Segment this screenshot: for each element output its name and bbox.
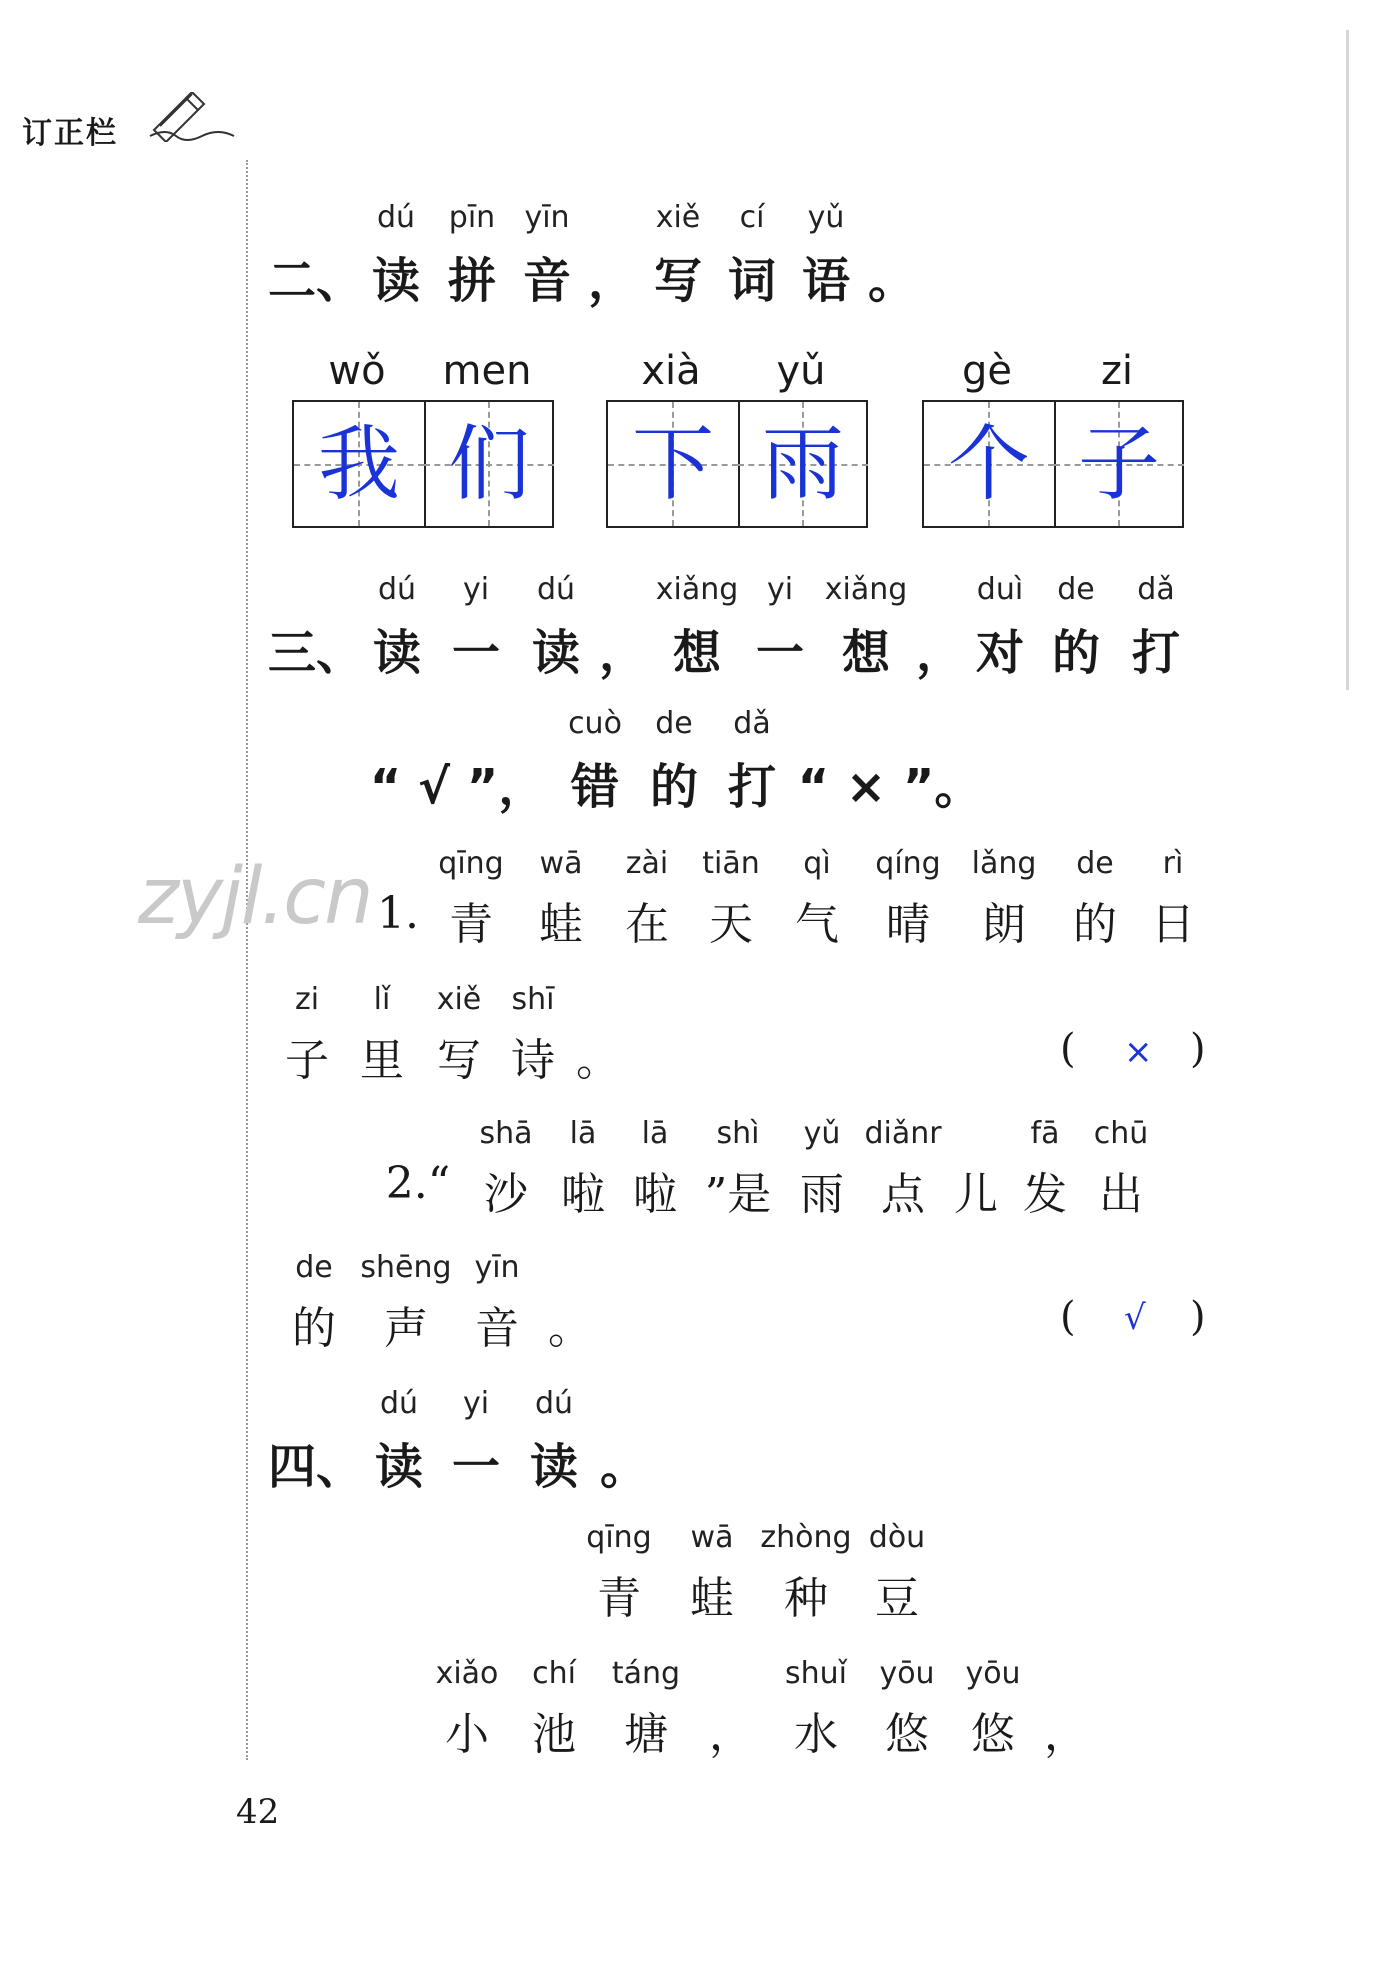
hanzi: 气 — [795, 899, 839, 950]
hanzi: 悠 — [971, 1709, 1015, 1760]
hanzi: 子 — [285, 1035, 329, 1086]
tianzige-box — [292, 400, 554, 528]
question1-line1 — [370, 846, 1230, 956]
pencil-icon — [146, 92, 236, 142]
hanzi: 的 — [292, 1303, 336, 1354]
tianzige-cell[interactable] — [1054, 402, 1184, 526]
hanzi: 儿 — [954, 1169, 998, 1220]
hanzi: 日 — [1151, 899, 1195, 950]
paren-open: ( — [1060, 1026, 1076, 1072]
pinyin: qīng — [586, 1520, 652, 1555]
hanzi: 对 — [975, 625, 1024, 681]
pinyin: yōu — [879, 1656, 935, 1691]
word-pinyin: men — [442, 348, 532, 394]
section3-heading-line1 — [268, 572, 1228, 682]
hanzi: 2.“ — [385, 1158, 451, 1209]
correction-column-label: 订正栏 — [22, 116, 118, 151]
hanzi: 音 — [522, 253, 571, 309]
question2-line1 — [370, 1116, 1230, 1226]
hanzi: 里 — [360, 1035, 404, 1086]
hanzi: 青 — [449, 899, 493, 950]
hanzi: 青 — [597, 1573, 641, 1624]
word-pinyin: gè — [962, 348, 1012, 394]
hanzi: 。 — [599, 1439, 648, 1495]
hanzi: 四、 — [268, 1439, 365, 1495]
pinyin: qì — [803, 846, 831, 881]
hanzi: 出 — [1099, 1169, 1143, 1220]
pinyin: dǎ — [1137, 572, 1175, 607]
pinyin: yīn — [474, 1250, 520, 1285]
word-pinyin: wǒ — [328, 348, 386, 394]
hanzi: 池 — [532, 1709, 576, 1760]
pinyin: dú — [376, 200, 416, 235]
hanzi: 一 — [451, 625, 500, 681]
tianzige-cell[interactable] — [294, 402, 426, 526]
hanzi: 打 — [1131, 625, 1180, 681]
page-edge — [1346, 30, 1349, 690]
pinyin: dǎ — [733, 706, 771, 741]
hanzi: 写 — [653, 253, 702, 309]
pinyin: qīng — [438, 846, 504, 881]
pinyin: wā — [690, 1520, 734, 1555]
hanzi: 雨 — [800, 1169, 844, 1220]
written-character: 下 — [631, 417, 714, 512]
tianzige-cell[interactable] — [924, 402, 1056, 526]
pinyin: tiān — [702, 846, 760, 881]
pinyin: chí — [532, 1656, 576, 1691]
word-pinyin: zi — [1100, 348, 1134, 394]
written-character: 雨 — [761, 417, 844, 512]
hanzi: 想 — [841, 625, 890, 681]
hanzi: 声 — [384, 1303, 428, 1354]
section2-heading — [268, 200, 988, 310]
paren-close: ) — [1190, 1294, 1206, 1340]
pinyin: shēng — [360, 1250, 452, 1285]
pinyin: dú — [379, 1386, 419, 1421]
watermark: zyjl.cn — [138, 852, 372, 942]
pinyin: cí — [739, 200, 765, 235]
hanzi: ， — [598, 625, 647, 681]
pinyin: diǎnr — [864, 1116, 942, 1151]
question2-answer[interactable]: √ — [1124, 1298, 1146, 1338]
pinyin: cuò — [568, 706, 622, 741]
hanzi: 。 — [867, 253, 916, 309]
question1-line2 — [270, 982, 670, 1092]
pinyin: de — [655, 706, 693, 741]
hanzi: 读 — [529, 1439, 578, 1495]
hanzi: 。 — [576, 1035, 620, 1086]
pinyin: duì — [976, 572, 1024, 607]
tianzige-cell[interactable] — [608, 402, 740, 526]
hanzi: 朗 — [982, 899, 1026, 950]
pinyin: shī — [511, 982, 555, 1017]
hanzi: 1. — [377, 888, 419, 939]
section4-heading — [268, 1386, 768, 1496]
pinyin: yi — [462, 572, 490, 607]
pinyin: qíng — [875, 846, 941, 881]
hanzi: 天 — [709, 899, 753, 950]
hanzi: 蛙 — [539, 899, 583, 950]
pinyin: shā — [479, 1116, 533, 1151]
hanzi: 读 — [531, 625, 580, 681]
pinyin: yi — [462, 1386, 490, 1421]
hanzi: 读 — [371, 253, 420, 309]
pinyin: xiě — [436, 982, 482, 1017]
hanzi: ”是 — [704, 1169, 772, 1220]
pinyin: wā — [539, 846, 583, 881]
pinyin: dú — [536, 572, 576, 607]
hanzi: 拼 — [447, 253, 496, 309]
pinyin: xiǎng — [655, 572, 739, 607]
pinyin: fā — [1030, 1116, 1060, 1151]
pinyin: rì — [1162, 846, 1184, 881]
pinyin: zhòng — [760, 1520, 852, 1555]
tianzige-cell[interactable] — [738, 402, 868, 526]
hanzi: 一 — [755, 625, 804, 681]
hanzi: “ √ ”， — [369, 759, 547, 815]
pinyin: chū — [1093, 1116, 1149, 1151]
pinyin: xiǎng — [824, 572, 908, 607]
margin-dotted-line — [246, 160, 248, 1760]
hanzi: 豆 — [875, 1573, 919, 1624]
pinyin: lǎng — [971, 846, 1037, 881]
hanzi: “ × ”。 — [797, 759, 983, 815]
pinyin: táng — [611, 1656, 681, 1691]
hanzi: 音 — [475, 1303, 519, 1354]
hanzi: 悠 — [885, 1709, 929, 1760]
hanzi: 一 — [451, 1439, 500, 1495]
pinyin: de — [1057, 572, 1095, 607]
pinyin: lā — [641, 1116, 669, 1151]
hanzi: 语 — [801, 253, 850, 309]
pinyin: zài — [625, 846, 669, 881]
paren-close: ) — [1190, 1026, 1206, 1072]
word-pinyin: yǔ — [776, 348, 826, 394]
hanzi: 二、 — [268, 253, 365, 309]
hanzi: 打 — [727, 759, 776, 815]
hanzi: 啦 — [561, 1169, 605, 1220]
hanzi: 沙 — [484, 1169, 528, 1220]
tianzige-box — [922, 400, 1184, 528]
tianzige-box — [606, 400, 868, 528]
tianzige-cell[interactable] — [424, 402, 554, 526]
question1-answer[interactable]: × — [1124, 1032, 1153, 1072]
hanzi: 塘 — [624, 1709, 668, 1760]
hanzi: ， — [916, 625, 965, 681]
poem-title — [574, 1520, 934, 1630]
pinyin: shuǐ — [785, 1656, 847, 1691]
hanzi: 读 — [374, 1439, 423, 1495]
pinyin: zi — [294, 982, 320, 1017]
pinyin: yīn — [524, 200, 570, 235]
pinyin: de — [295, 1250, 333, 1285]
written-character: 我 — [317, 417, 400, 512]
hanzi: 在 — [625, 899, 669, 950]
pinyin: yōu — [965, 1656, 1021, 1691]
hanzi: ， — [587, 253, 636, 309]
section3-heading-line2 — [360, 706, 1060, 816]
hanzi: 错 — [570, 759, 619, 815]
pinyin: dú — [377, 572, 417, 607]
written-character: 们 — [447, 417, 530, 512]
pinyin: xiě — [655, 200, 701, 235]
pinyin: lǐ — [373, 982, 391, 1017]
written-character: 子 — [1077, 417, 1160, 512]
hanzi: 小 — [445, 1709, 489, 1760]
hanzi: 发 — [1023, 1169, 1067, 1220]
pinyin: dòu — [868, 1520, 926, 1555]
pinyin: pīn — [448, 200, 496, 235]
hanzi: 写 — [437, 1035, 481, 1086]
hanzi: 晴 — [886, 899, 930, 950]
hanzi: 点 — [881, 1169, 925, 1220]
word-pinyin: xià — [641, 348, 701, 394]
pinyin: yi — [766, 572, 794, 607]
pinyin: dú — [534, 1386, 574, 1421]
hanzi: 想 — [672, 625, 721, 681]
hanzi: ， — [1044, 1709, 1088, 1760]
hanzi: 诗 — [511, 1035, 555, 1086]
pinyin: de — [1076, 846, 1114, 881]
paren-open: ( — [1060, 1294, 1076, 1340]
hanzi: 蛙 — [690, 1573, 734, 1624]
pinyin: xiǎo — [435, 1656, 499, 1691]
hanzi: 水 — [794, 1709, 838, 1760]
hanzi: 的 — [1051, 625, 1100, 681]
pinyin: shì — [716, 1116, 760, 1151]
hanzi: 三、 — [268, 625, 365, 681]
hanzi: 啦 — [633, 1169, 677, 1220]
hanzi: 的 — [1073, 899, 1117, 950]
hanzi: 。 — [548, 1303, 592, 1354]
hanzi: 词 — [727, 253, 776, 309]
hanzi: ， — [709, 1709, 753, 1760]
hanzi: 的 — [649, 759, 698, 815]
pinyin: yǔ — [807, 200, 845, 235]
hanzi: 种 — [784, 1573, 828, 1624]
poem-line1 — [424, 1656, 1088, 1766]
hanzi: 读 — [372, 625, 421, 681]
pinyin: lā — [569, 1116, 597, 1151]
page-number: 42 — [236, 1792, 280, 1832]
pinyin: yǔ — [803, 1116, 841, 1151]
written-character: 个 — [947, 417, 1030, 512]
question2-line2 — [270, 1250, 670, 1360]
